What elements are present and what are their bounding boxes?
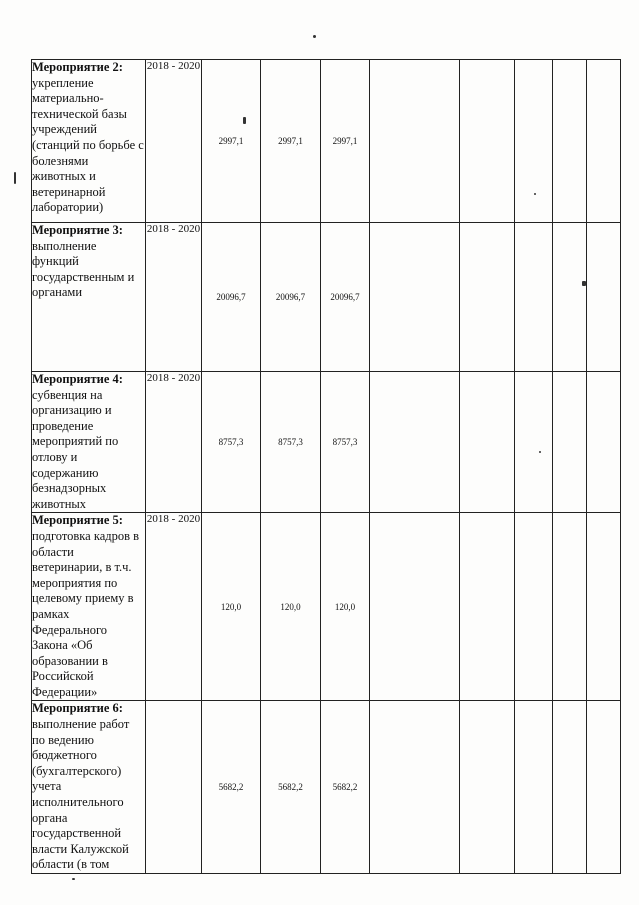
activity-title: Мероприятие 3: [32, 223, 123, 237]
amount-cell: 2997,1 [321, 60, 370, 223]
activity-description: выполнение функций государственным и органами [32, 238, 135, 300]
empty-cell [587, 513, 621, 701]
activity-description: выполнение работ по ведению бюджетного (бухгалтерского) учета исполнительного органа государственной власти Калужской области (в том [32, 717, 130, 872]
period-cell: 2018 - 2020 [146, 372, 202, 513]
amount-cell: 2997,1 [261, 60, 321, 223]
empty-cell [587, 60, 621, 223]
amount-cell: 20096,7 [261, 223, 321, 372]
empty-cell [553, 223, 587, 372]
activities-table [31, 59, 621, 874]
amount-cell: 8757,3 [261, 372, 321, 513]
empty-cell [370, 223, 460, 372]
empty-cell [587, 223, 621, 372]
empty-cell [460, 513, 515, 701]
empty-cell [460, 223, 515, 372]
activity-name-cell [32, 513, 146, 701]
period-cell: 2018 - 2020 [146, 223, 202, 372]
empty-cell [515, 223, 553, 372]
amount-cell: 8757,3 [202, 372, 261, 513]
activity-name-cell [32, 60, 146, 223]
activity-title: Мероприятие 2: [32, 60, 123, 74]
empty-cell [460, 701, 515, 874]
scan-speck [313, 35, 316, 38]
empty-cell [515, 701, 553, 874]
activity-description: субвенция на организацию и проведение мероприятий по отлову и содержанию безнадзорных животных [32, 387, 119, 511]
amount-cell: 20096,7 [321, 223, 370, 372]
amount-cell: 2997,1 [202, 60, 261, 223]
activity-name-cell [32, 701, 146, 874]
period-cell [146, 701, 202, 874]
period-cell: 2018 - 2020 [146, 60, 202, 223]
amount-cell: 120,0 [202, 513, 261, 701]
empty-cell [553, 60, 587, 223]
activity-description: подготовка кадров в области ветеринарии, в т.ч. мероприятия по целевому приему в рамках Федерального Закона «Об образовании в Российской Федерации» [32, 528, 140, 699]
empty-cell [515, 372, 553, 513]
amount-cell: 8757,3 [321, 372, 370, 513]
table-row [32, 372, 621, 513]
period-cell: 2018 - 2020 [146, 513, 202, 701]
activity-title: Мероприятие 4: [32, 372, 123, 386]
table-row [32, 701, 621, 874]
amount-cell: 5682,2 [321, 701, 370, 874]
empty-cell [587, 372, 621, 513]
amount-cell: 20096,7 [202, 223, 261, 372]
empty-cell [370, 513, 460, 701]
activity-name-cell [32, 372, 146, 513]
empty-cell [553, 372, 587, 513]
activity-title: Мероприятие 6: [32, 701, 123, 716]
activity-name-cell [32, 223, 146, 372]
empty-cell [370, 372, 460, 513]
amount-cell: 120,0 [261, 513, 321, 701]
table-row [32, 60, 621, 223]
empty-cell [515, 513, 553, 701]
activity-title: Мероприятие 5: [32, 513, 123, 528]
scan-speck [14, 172, 16, 184]
activity-description: укрепление материально-технической базы учреждений (станций по борьбе с болезнями животных и ветеринарной лаборатории) [32, 75, 144, 215]
empty-cell [460, 372, 515, 513]
empty-cell [460, 60, 515, 223]
empty-cell [553, 701, 587, 874]
empty-cell [370, 701, 460, 874]
empty-cell [587, 701, 621, 874]
empty-cell [370, 60, 460, 223]
table-row [32, 513, 621, 701]
empty-cell [553, 513, 587, 701]
table-row [32, 223, 621, 372]
amount-cell: 5682,2 [261, 701, 321, 874]
scan-speck [72, 878, 75, 880]
amount-cell: 5682,2 [202, 701, 261, 874]
empty-cell [515, 60, 553, 223]
amount-cell: 120,0 [321, 513, 370, 701]
